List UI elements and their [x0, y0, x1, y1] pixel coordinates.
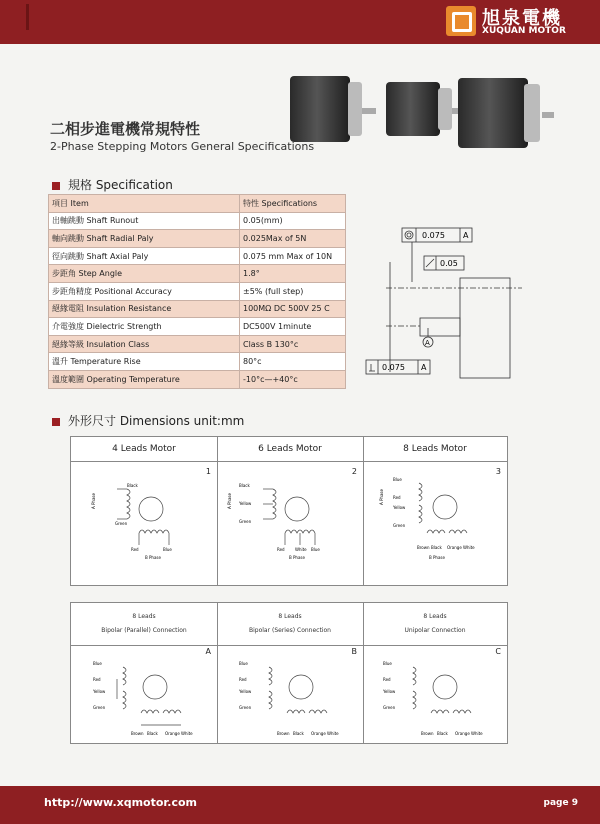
lead-label: Yellow	[239, 689, 252, 694]
spec-value: 特性 Specifications	[240, 195, 346, 213]
table-row	[49, 335, 346, 353]
connection-leads: 8 Leads	[132, 613, 156, 620]
tolerance-ref-3: A	[421, 363, 427, 372]
phase-label: A Phase	[227, 493, 232, 509]
spec-item: 絕緣等級 Insulation Class	[49, 335, 240, 353]
bullet-square-icon	[52, 182, 60, 190]
lead-label: Orange	[447, 545, 462, 550]
lead-label: Blue	[383, 661, 392, 666]
lead-label: Green	[93, 705, 106, 710]
spec-value: 100MΩ DC 500V 25 C	[240, 300, 346, 318]
connection-diagram-b	[217, 649, 363, 741]
lead-label: Green	[239, 519, 252, 524]
connection-diagram-a	[71, 649, 217, 741]
spec-item: 項目 Item	[49, 195, 240, 213]
connection-letter: B	[351, 647, 357, 656]
wiring-number: 1	[205, 467, 211, 476]
tolerance-ref-1: A	[463, 231, 469, 240]
lead-label: Black	[239, 483, 250, 488]
table-row	[49, 282, 346, 300]
table-row	[49, 300, 346, 318]
connection-title: Unipolar Connection	[404, 627, 466, 634]
lead-label: White	[463, 545, 475, 550]
spec-heading	[52, 176, 173, 193]
motor-image-1	[290, 76, 350, 142]
wiring-grid-leads	[70, 436, 508, 586]
lead-label: Red	[93, 677, 101, 682]
connection-leads: 8 Leads	[278, 613, 302, 620]
lead-label: Yellow	[383, 689, 396, 694]
spec-table	[48, 194, 346, 389]
lead-label: Blue	[93, 661, 102, 666]
spec-item: 步距角精度 Positional Accuracy	[49, 282, 240, 300]
lead-label: Black	[431, 545, 442, 550]
motor-image-2	[386, 82, 440, 136]
lead-label: Red	[383, 677, 391, 682]
lead-label: Black	[147, 731, 158, 736]
connection-cell-parallel	[71, 603, 218, 743]
spec-value: ±5% (full step)	[240, 282, 346, 300]
spec-value: 80°c	[240, 353, 346, 371]
wiring-title: 8 Leads Motor	[403, 444, 467, 454]
logo-icon	[446, 6, 476, 36]
wiring-number: 2	[351, 467, 357, 476]
wiring-title: 4 Leads Motor	[112, 444, 176, 454]
connection-cell-series	[217, 603, 364, 743]
brand-name-cn: 旭泉電機	[482, 8, 562, 29]
wiring-cell-8-leads	[363, 437, 507, 585]
motor-photos	[286, 70, 546, 156]
dimensions-heading	[52, 412, 244, 429]
spec-value: 0.025Max of 5N	[240, 230, 346, 248]
lead-label: White	[181, 731, 193, 736]
tolerance-value-2: 0.05	[440, 259, 458, 268]
table-row	[49, 318, 346, 336]
lead-label: Red	[277, 547, 285, 552]
phase-label: B Phase	[429, 555, 445, 560]
tolerance-value-1: 0.075	[422, 231, 445, 240]
spec-item: 介電強度 Dielectric Strength	[49, 318, 240, 336]
table-row	[49, 247, 346, 265]
lead-label: Brown	[131, 731, 144, 736]
lead-label: Yellow	[93, 689, 106, 694]
lead-label: Orange	[311, 731, 326, 736]
brand-logo	[446, 4, 590, 40]
lead-label: Blue	[311, 547, 320, 552]
spec-value: 1.8°	[240, 265, 346, 283]
lead-label: Green	[239, 705, 252, 710]
phase-label: A Phase	[91, 493, 96, 509]
lead-label: Orange	[165, 731, 180, 736]
lead-label: Orange	[455, 731, 470, 736]
table-row	[49, 195, 346, 213]
dimensions-heading-text: 外形尺寸 Dimensions unit:mm	[68, 414, 245, 428]
spec-item: 出軸跳動 Shaft Runout	[49, 212, 240, 230]
lead-label: White	[327, 731, 339, 736]
lead-label: Green	[383, 705, 396, 710]
table-row	[49, 353, 346, 371]
phase-label: B Phase	[289, 555, 305, 560]
spec-item: 步距角 Step Angle	[49, 265, 240, 283]
lead-label: Yellow	[239, 501, 252, 506]
lead-label: Black	[437, 731, 448, 736]
lead-label: Blue	[239, 661, 248, 666]
lead-label: Black	[293, 731, 304, 736]
lead-label: Blue	[393, 477, 402, 482]
tolerance-diagram	[362, 222, 552, 382]
page-title-cn: 二相步進電機常規特性	[50, 120, 201, 138]
spec-item: 絕緣電阻 Insulation Resistance	[49, 300, 240, 318]
spec-heading-text: 規格 Specification	[68, 178, 173, 192]
spec-value: DC500V 1minute	[240, 318, 346, 336]
table-row	[49, 230, 346, 248]
lead-label: Green	[393, 523, 406, 528]
motor-image-3	[458, 78, 528, 148]
connection-diagram-c	[363, 649, 507, 741]
website-link[interactable]: http://www.xqmotor.com	[44, 796, 197, 809]
lead-label: Blue	[163, 547, 172, 552]
banner-mark	[26, 4, 29, 30]
footer-bar	[0, 786, 600, 824]
connection-cell-unipolar	[363, 603, 507, 743]
phase-label: B Phase	[145, 555, 161, 560]
top-banner	[0, 0, 600, 44]
connection-letter: A	[205, 647, 211, 656]
spec-value: 0.05(mm)	[240, 212, 346, 230]
lead-label: Green	[115, 521, 128, 526]
page-title-en: 2-Phase Stepping Motors General Specifications	[50, 140, 315, 153]
spec-value: -10°c—+40°c	[240, 370, 346, 388]
wiring-grid-connections	[70, 602, 508, 744]
table-row	[49, 212, 346, 230]
spec-value: 0.075 mm Max of 10N	[240, 247, 346, 265]
table-row	[49, 265, 346, 283]
datum-label: A	[425, 339, 430, 347]
connection-title: Bipolar (Parallel) Connection	[101, 627, 187, 634]
spec-item: 徑向跳動 Shaft Axial Paly	[49, 247, 240, 265]
connection-letter: C	[495, 647, 501, 656]
spec-item: 溫升 Temperature Rise	[49, 353, 240, 371]
lead-label: White	[471, 731, 483, 736]
wiring-cell-4-leads	[71, 437, 218, 585]
lead-label: Red	[131, 547, 139, 552]
lead-label: Brown	[417, 545, 430, 550]
table-row	[49, 370, 346, 388]
tolerance-value-3: 0.075	[382, 363, 405, 372]
page-number: page 9	[543, 798, 578, 808]
lead-label: Brown	[421, 731, 434, 736]
lead-label: Black	[127, 483, 138, 488]
connection-title: Bipolar (Series) Connection	[249, 627, 331, 634]
lead-label: Brown	[277, 731, 290, 736]
wiring-cell-6-leads	[217, 437, 364, 585]
wiring-diagram-8	[363, 465, 507, 585]
connection-leads: 8 Leads	[423, 613, 447, 620]
wiring-diagram-4	[71, 465, 217, 585]
lead-label: Red	[393, 495, 401, 500]
lead-label: White	[295, 547, 307, 552]
spec-item: 溫度範圍 Operating Temperature	[49, 370, 240, 388]
spec-item: 軸向跳動 Shaft Radial Paly	[49, 230, 240, 248]
lead-label: Yellow	[393, 505, 406, 510]
bullet-square-icon	[52, 418, 60, 426]
wiring-diagram-6	[217, 465, 363, 585]
wiring-number: 3	[495, 467, 501, 476]
wiring-title: 6 Leads Motor	[258, 444, 322, 454]
brand-name-en: XUQUAN MOTOR	[482, 26, 566, 36]
phase-label: A Phase	[379, 489, 384, 505]
spec-value: Class B 130°c	[240, 335, 346, 353]
lead-label: Red	[239, 677, 247, 682]
